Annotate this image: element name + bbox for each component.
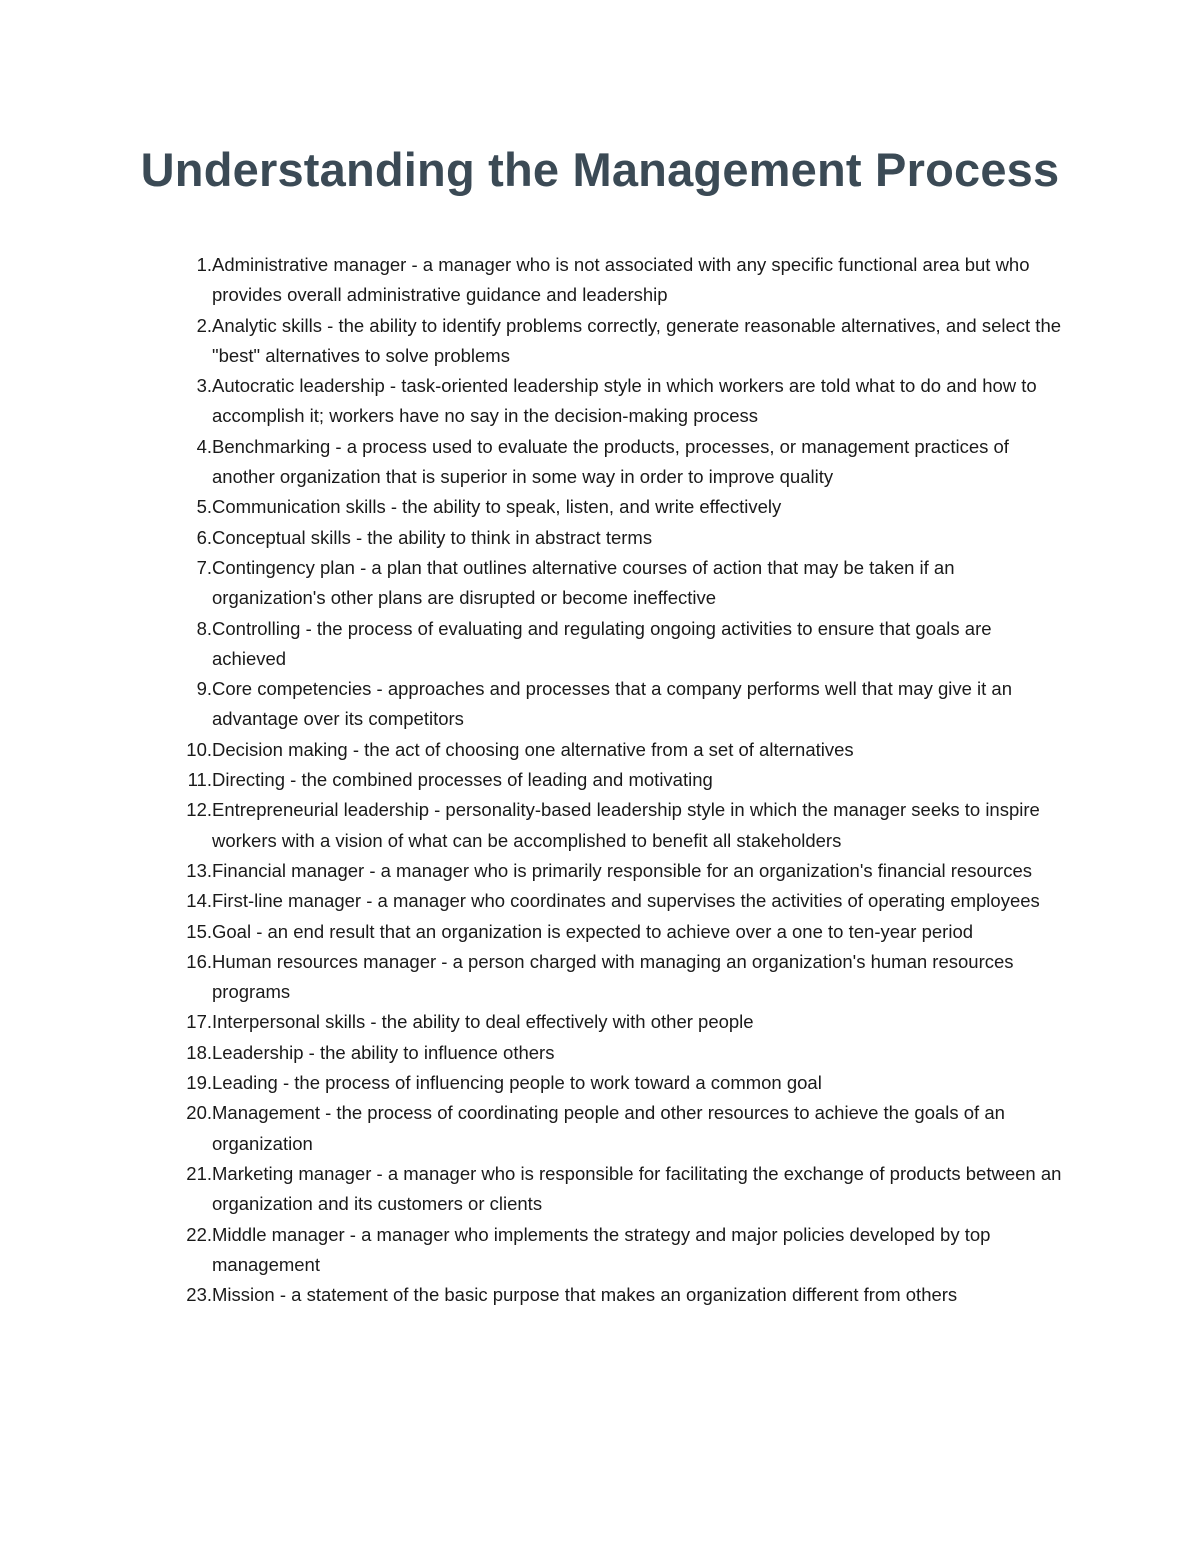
list-item [160,674,1070,735]
list-item [160,1159,1070,1220]
item-definition: Controlling - the process of evaluating and regulating ongoing activities to ensure that goals are achieved [212,617,992,669]
item-number: 3. [196,375,212,397]
list-item [160,1280,1070,1310]
list-item [160,492,1070,522]
list-item [160,947,1070,1008]
item-number: 23. [186,1284,212,1306]
item-number: 11. [187,769,212,791]
item-number: 22. [186,1223,212,1245]
item-number: 15. [186,920,212,942]
list-item [160,765,1070,795]
item-number: 2. [196,314,212,336]
list-item [160,1068,1070,1098]
item-definition: Analytic skills - the ability to identify problems correctly, generate reasonable alternatives, and select the "best" alternatives to solve problems [212,314,1062,366]
item-number: 13. [186,859,212,881]
item-definition: Benchmarking - a process used to evaluate the products, processes, or management practices of another organization that is superior in some way in order to improve quality [212,435,1009,488]
item-number: 19. [186,1072,212,1094]
item-definition: Mission - a statement of the basic purpose that makes an organization different from others [212,1284,958,1306]
item-definition: Administrative manager - a manager who is not associated with any specific functional area but who provides overall administrative guidance and leadership [212,254,1030,306]
item-number: 9. [196,678,212,700]
item-number: 10. [186,738,212,760]
item-number: 1. [196,254,212,275]
item-number: 7. [196,556,212,578]
list-item [160,523,1070,553]
item-number: 16. [186,950,212,972]
list-item [160,614,1070,675]
document-title: Understanding the Management Process [140,143,1060,196]
list-item [160,856,1070,886]
item-number: 12. [186,799,212,821]
item-number: 20. [186,1102,212,1124]
item-definition: Marketing manager - a manager who is responsible for facilitating the exchange of products between an organization and its customers or clients [212,1162,1062,1215]
item-definition: Management - the process of coordinating people and other resources to achieve the goals of an organization [212,1102,1005,1154]
glossary-list [160,250,1070,1310]
item-definition: Entrepreneurial leadership - personality-based leadership style in which the manager seeks to inspire workers with a vision of what can be accomplished to benefit all stakeholders [212,799,1040,851]
list-item [160,917,1070,947]
item-definition: Leading - the process of influencing people to work toward a common goal [212,1072,822,1094]
list-item [160,371,1070,432]
item-definition: Leadership - the ability to influence others [212,1041,555,1063]
item-definition: Directing - the combined processes of leading and motivating [212,769,713,791]
item-number: 8. [196,617,212,639]
item-definition: Contingency plan - a plan that outlines alternative courses of action that may be taken if an organization's other plans are disrupted or become ineffective [212,556,955,609]
list-item [160,250,1070,311]
list-item [160,1098,1070,1159]
item-definition: Financial manager - a manager who is primarily responsible for an organization's financial resources [212,859,1032,881]
item-number: 21. [186,1162,212,1184]
item-definition: Middle manager - a manager who implements the strategy and major policies developed by top management [212,1223,991,1275]
item-number: 5. [196,496,212,518]
item-definition: Human resources manager - a person charged with managing an organization's human resources programs [212,950,1014,1003]
list-item [160,432,1070,493]
list-item [160,795,1070,856]
item-definition: Goal - an end result that an organization is expected to achieve over a one to ten-year period [212,920,974,942]
item-number: 17. [186,1011,212,1033]
item-definition: First-line manager - a manager who coordinates and supervises the activities of operating employees [212,890,1040,912]
item-definition: Decision making - the act of choosing one alternative from a set of alternatives [212,738,854,760]
item-definition: Communication skills - the ability to speak, listen, and write effectively [212,496,782,518]
list-item [160,886,1070,916]
list-item [160,311,1070,372]
item-definition: Interpersonal skills - the ability to deal effectively with other people [212,1011,754,1033]
item-definition: Core competencies - approaches and processes that a company performs well that may give it an advantage over its competitors [212,678,1013,730]
item-definition: Conceptual skills - the ability to think in abstract terms [212,526,653,548]
item-number: 6. [196,526,212,548]
list-item [160,1220,1070,1281]
list-item [160,1038,1070,1068]
item-number: 4. [196,435,212,457]
item-definition: Autocratic leadership - task-oriented leadership style in which workers are told what to do and how to accomplish it; workers have no say in the decision-making process [212,375,1037,427]
item-number: 18. [186,1041,212,1063]
item-number: 14. [186,890,212,912]
list-item [160,553,1070,614]
list-item [160,735,1070,765]
list-item [160,1007,1070,1037]
